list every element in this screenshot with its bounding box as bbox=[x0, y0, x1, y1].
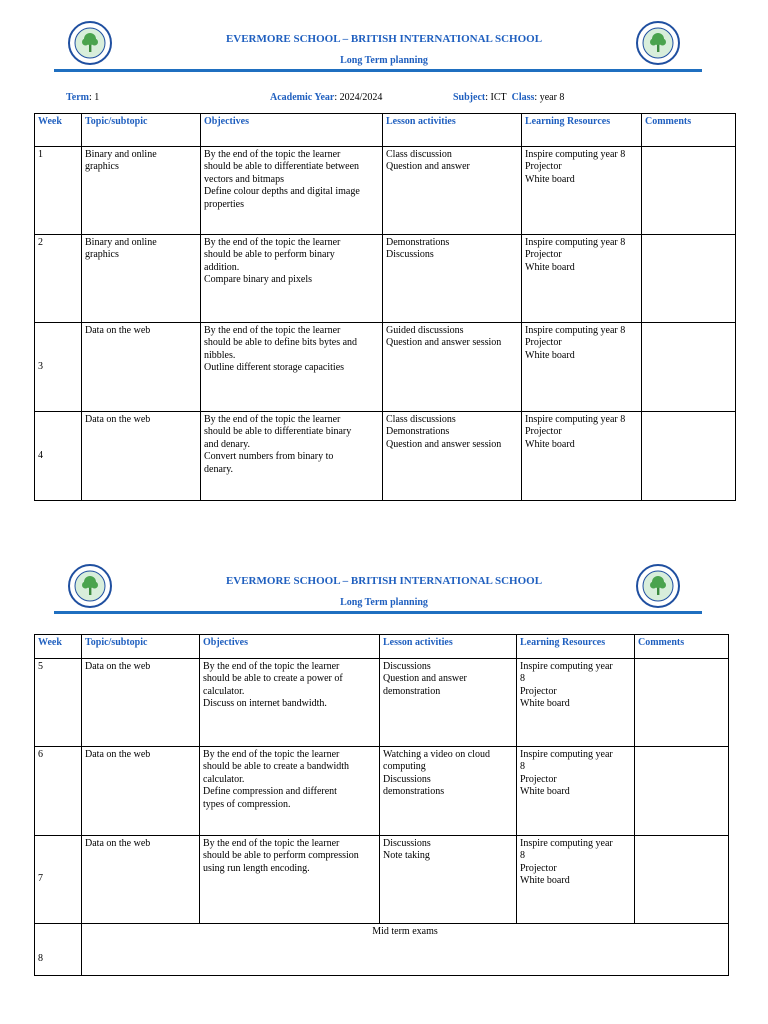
objectives-cell: By the end of the topic the learner should be able to perform compression using run length encoding. bbox=[200, 836, 380, 924]
week-cell: 4 bbox=[35, 412, 82, 501]
planning-table-continued bbox=[34, 634, 729, 976]
table-header-row bbox=[35, 635, 729, 659]
resources-cell: Inspire computing year 8 Projector White board bbox=[517, 836, 635, 924]
topic-cell: Data on the web bbox=[82, 836, 200, 924]
subject-value: : ICT bbox=[485, 92, 507, 103]
table-row bbox=[35, 235, 736, 323]
column-header: Learning Resources bbox=[517, 635, 635, 659]
topic-cell: Data on the web bbox=[82, 323, 201, 412]
subject-label: Subject bbox=[453, 92, 486, 103]
column-header: Comments bbox=[635, 635, 729, 659]
academic-year-label: Academic Year bbox=[270, 92, 335, 103]
objectives-cell: By the end of the topic the learner should be able to differentiate binary and denary. Convert numbers from binary to denary. bbox=[201, 412, 383, 501]
school-title: EVERMORE SCHOOL – BRITISH INTERNATIONAL SCHOOL bbox=[225, 33, 543, 45]
comments-cell bbox=[642, 323, 736, 412]
activities-cell: Discussions Note taking bbox=[380, 836, 517, 924]
term-field bbox=[66, 92, 99, 103]
week-cell: 5 bbox=[35, 659, 82, 747]
comments-cell bbox=[635, 747, 729, 836]
activities-cell: Watching a video on cloud computing Discussions demonstrations bbox=[380, 747, 517, 836]
topic-cell: Data on the web bbox=[82, 412, 201, 501]
resources-cell: Inspire computing year 8 Projector White board bbox=[522, 323, 642, 412]
column-header: Lesson activities bbox=[383, 114, 522, 147]
column-header: Week bbox=[35, 635, 82, 659]
class-value: : year 8 bbox=[534, 92, 565, 103]
objectives-cell: By the end of the topic the learner should be able to perform binary addition. Compare binary and pixels bbox=[201, 235, 383, 323]
week-cell: 1 bbox=[35, 147, 82, 235]
topic-cell: Data on the web bbox=[82, 747, 200, 836]
table-row bbox=[35, 924, 729, 976]
plan-title: Long Term planning bbox=[340, 55, 428, 66]
school-title: EVERMORE SCHOOL – BRITISH INTERNATIONAL SCHOOL bbox=[225, 575, 543, 587]
academic-year-field bbox=[270, 92, 382, 103]
column-header: Lesson activities bbox=[380, 635, 517, 659]
comments-cell bbox=[635, 659, 729, 747]
column-header: Learning Resources bbox=[522, 114, 642, 147]
class-label: Class bbox=[511, 92, 535, 103]
column-header: Topic/subtopic bbox=[82, 635, 200, 659]
topic-cell: Data on the web bbox=[82, 659, 200, 747]
table-row bbox=[35, 659, 729, 747]
column-header: Week bbox=[35, 114, 82, 147]
objectives-cell: By the end of the topic the learner should be able to define bits bytes and nibbles. Outline different storage capacities bbox=[201, 323, 383, 412]
table-row bbox=[35, 836, 729, 924]
activities-cell: Class discussions Demonstrations Question and answer session bbox=[383, 412, 522, 501]
activities-cell: Demonstrations Discussions bbox=[383, 235, 522, 323]
term-value: : 1 bbox=[88, 92, 100, 103]
comments-cell bbox=[642, 235, 736, 323]
resources-cell: Inspire computing year 8 Projector White board bbox=[522, 147, 642, 235]
objectives-cell: By the end of the topic the learner should be able to differentiate between vectors and bitmaps Define colour depths and digital image properties bbox=[201, 147, 383, 235]
week-cell: 8 bbox=[35, 924, 82, 976]
table-row bbox=[35, 412, 736, 501]
comments-cell bbox=[642, 412, 736, 501]
objectives-cell: By the end of the topic the learner should be able to create a power of calculator. Discuss on internet bandwidth. bbox=[200, 659, 380, 747]
column-header: Objectives bbox=[201, 114, 383, 147]
table-row bbox=[35, 323, 736, 412]
resources-cell: Inspire computing year 8 Projector White board bbox=[522, 235, 642, 323]
topic-cell: Binary and online graphics bbox=[82, 235, 201, 323]
resources-cell: Inspire computing year 8 Projector White board bbox=[522, 412, 642, 501]
resources-cell: Inspire computing year 8 Projector White board bbox=[517, 659, 635, 747]
column-header: Objectives bbox=[200, 635, 380, 659]
exam-cell: Mid term exams bbox=[82, 924, 729, 976]
header-rule bbox=[54, 69, 702, 72]
table-row bbox=[35, 747, 729, 836]
week-cell: 2 bbox=[35, 235, 82, 323]
activities-cell: Discussions Question and answer demonstration bbox=[380, 659, 517, 747]
resources-cell: Inspire computing year 8 Projector White board bbox=[517, 747, 635, 836]
academic-year-value: : 2024/2024 bbox=[334, 92, 383, 103]
table-header-row bbox=[35, 114, 736, 147]
term-label: Term bbox=[66, 92, 89, 103]
topic-cell: Binary and online graphics bbox=[82, 147, 201, 235]
column-header: Comments bbox=[642, 114, 736, 147]
plan-title: Long Term planning bbox=[340, 597, 428, 608]
comments-cell bbox=[642, 147, 736, 235]
comments-cell bbox=[635, 836, 729, 924]
week-cell: 6 bbox=[35, 747, 82, 836]
activities-cell: Class discussion Question and answer bbox=[383, 147, 522, 235]
week-cell: 7 bbox=[35, 836, 82, 924]
activities-cell: Guided discussions Question and answer session bbox=[383, 323, 522, 412]
week-cell: 3 bbox=[35, 323, 82, 412]
column-header: Topic/subtopic bbox=[82, 114, 201, 147]
table-row bbox=[35, 147, 736, 235]
planning-table-term1 bbox=[34, 113, 736, 501]
subject-field bbox=[453, 92, 564, 103]
objectives-cell: By the end of the topic the learner should be able to create a bandwidth calculator. Define compression and different types of compression. bbox=[200, 747, 380, 836]
header-rule bbox=[54, 611, 702, 614]
